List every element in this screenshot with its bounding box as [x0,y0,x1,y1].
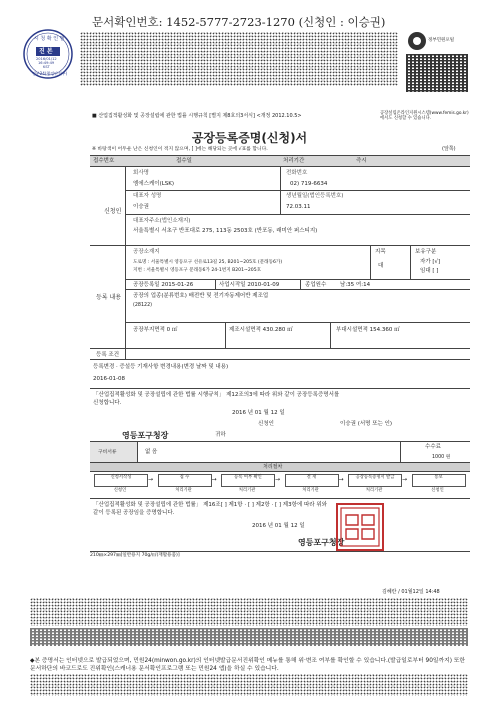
mfg-area: 제조시설면적 430.280 ㎡ [229,327,293,333]
road-address: 도로명 : 서울특별시 영등포구 선유로13길 25, B201~205호 (문래동6가) [133,260,283,265]
right-stamp [406,30,428,52]
address-value: 서울특별시 서초구 반포대로 275, 113동 2503호 (반포동, 래미안 퍼스티지) [133,228,318,234]
conditions-label: 등록 조건 [96,352,120,358]
official-seal [336,503,384,551]
lot-address: 지번 : 서울특별시 영등포구 문래동6가 24-1번지 B201~205호 [133,268,262,273]
recipient: 영등포구청장 [122,431,169,440]
right-stamp-label: 정부민원포털 [428,38,455,43]
site-area: 공장부지면적 0 ㎡ [133,327,178,333]
process-step-actor-5: 처리기관 [365,488,383,493]
phone-value: 02) 719-6634 [290,181,328,187]
fee-value: 1000 원 [432,455,451,460]
change-date: 2016-01-08 [93,376,125,382]
processing-label: 처리기간 [283,158,305,164]
company-value: 엠에스케이(LSK) [133,181,175,187]
doc-confirm-number: 문서확인번호: 1452-5777-2723-1270 (신청인 : 이승권) [92,15,386,29]
footer-notice: ◆본 증명서는 인터넷으로 발급되었으며, 민원24(minwon.go.kr)의 인터넷발급문서진위확인 메뉴를 통해 위·변조 여부를 확인할 수 있습니다.(발급일로부터 90일까지) 또한 문서하단의 바코드로도 진위확인(스캐너용 문서확인프로그램 또는 민원24 앱)을 하실 수 있습니다. [30,658,466,672]
process-step-actor-1: 신청인 [113,488,127,493]
process-step-actor-6: 신청인 [431,488,444,493]
land-category-label: 지목 [375,249,386,255]
industry-code: (28122) [133,303,153,308]
receipt-row [90,156,470,166]
stamp-bottom-text: 정부24(행정안전부) [32,71,68,76]
issue-stamp: 김혜란 / 01월12일 14:48 [382,589,440,595]
stamp-top-text: 시 청 확 인 필 [34,36,65,42]
birth-label: 생년월일(법인등록번호) [286,193,344,199]
arrow-right-icon: → [148,476,154,483]
stamp-sub1: 2016/01/12 [36,57,57,61]
location-label: 공장소재지 [133,249,160,255]
online-notice: 공장설립온라인지원시스템(www.femis.go.kr)에서도 신청할 수 있습니다. [380,111,469,121]
fee-label: 수수료 [425,444,441,450]
process-step-6: 통보 [412,474,466,487]
business-start-date: 사업시작일 2010-01-09 [219,282,280,288]
docs-value: 없 음 [145,449,158,455]
footer-security-pattern-1 [30,598,468,626]
arrow-right-icon: → [338,476,344,483]
stamp-mid-text: 진 본 [39,48,53,55]
phone-label: 전화번호 [286,170,308,176]
ownership-self: 자가 [√] [420,259,441,265]
statement-1a: 「산업집적활성화 및 공장설립에 관한 법률 시행규칙」 제12조의3에 따라 위와 같이 공장등록증명서를 [93,392,340,398]
registration-section-label: 등록 내용 [96,294,122,301]
docs-label: 구비서류 [98,450,117,455]
process-step-1: 신청서작성 [94,474,148,487]
stamp-sub2: 16:49:49 [38,61,55,65]
stamp-sub3: KST [43,65,50,69]
issuer: 영등포구청장 [298,538,345,547]
applicant-signature: 이승권 (서명 또는 인) [340,421,393,427]
land-category-value: 대 [378,263,384,269]
address-label: 대표자주소(법인소재지) [133,218,191,224]
paper-note: 210㎜×297㎜[일반용지 70g/㎡(재활용품)] [90,553,180,558]
statement-2a: 「산업집적활성화 및 공장설립에 관한 법률」 제16조[ ] 제1항 · [ ] 제2항 · [ ] 제3항에 따라 위와 [93,502,327,508]
process-step-3: 등록 여부 확인 [221,474,275,487]
certification-date: 2016 년 01 월 12 일 [252,523,305,529]
arrow-right-icon: → [402,476,408,483]
ownership-rent: 임대 [ ] [420,268,439,274]
birth-value: 72.03.11 [286,204,311,210]
applicant-sign-label: 신청인 [258,421,274,427]
footer-security-pattern-2 [30,674,468,696]
receipt-no-label: 접수번호 [93,158,115,164]
process-step-actor-2: 처리기관 [175,488,192,493]
gov-emblem-icon [406,30,428,52]
process-step-actor-3: 처리기관 [238,488,256,493]
workers-value: 남:35 여:14 [340,282,371,288]
ownership-label: 보유구분 [415,249,437,255]
process-step-actor-4: 처리기관 [302,488,319,493]
industry: 공장의 업종(분류번호) 배전반 및 전기자동제어반 제조업 [133,293,269,299]
recipient-honorific: 귀하 [215,432,226,438]
process-step-4: 결 재 [285,474,339,487]
page-label: (앞쪽) [442,146,456,152]
statement-1b: 신청합니다. [93,400,122,406]
process-label: 처리절차 [263,464,283,470]
official-seal-icon [338,505,382,549]
left-stamp [22,28,74,80]
change-history-label: 등록변경 · 증설등 기재사항 변경내용(변경 날짜 및 내용) [93,364,229,370]
immediate-label: 즉시 [356,158,367,164]
registration-date: 공장등록일 2015-01-26 [133,282,194,288]
statement-2b: 같이 등록된 공장임을 증명합니다. [93,510,175,516]
process-step-5: 공장등록증명서 발급 [348,474,402,487]
arrow-right-icon: → [275,476,281,483]
instruction: ※ 바탕색이 어두운 난은 신청인이 적지 않으며, [ ]에는 해당되는 곳에 √표를 합니다. [92,147,268,152]
rep-label: 대표자 성명 [133,193,162,199]
receipt-date-label: 접수일 [176,158,192,164]
top-qr-code [406,54,468,92]
aux-area: 부대시설면적 154.360 ㎡ [336,327,400,333]
form-title: 공장등록증명(신청)서 [191,131,308,145]
rep-value: 이승권 [133,204,149,210]
company-label: 회사명 [133,170,149,176]
header-security-pattern [80,32,398,86]
workers-label: 종업원수 [305,282,327,288]
application-date: 2016 년 01 월 12 일 [232,410,285,416]
applicant-section-label: 신청인 [104,208,122,215]
footer-barcode-1 [30,628,468,646]
process-step-2: 접 수 [158,474,212,487]
law-reference: ■ 산업집적활성화 및 공장설립에 관한 법률 시행규칙 [별지 제8호의3서식] <개정 2012.10.5> [92,113,302,119]
arrow-right-icon: → [211,476,217,483]
